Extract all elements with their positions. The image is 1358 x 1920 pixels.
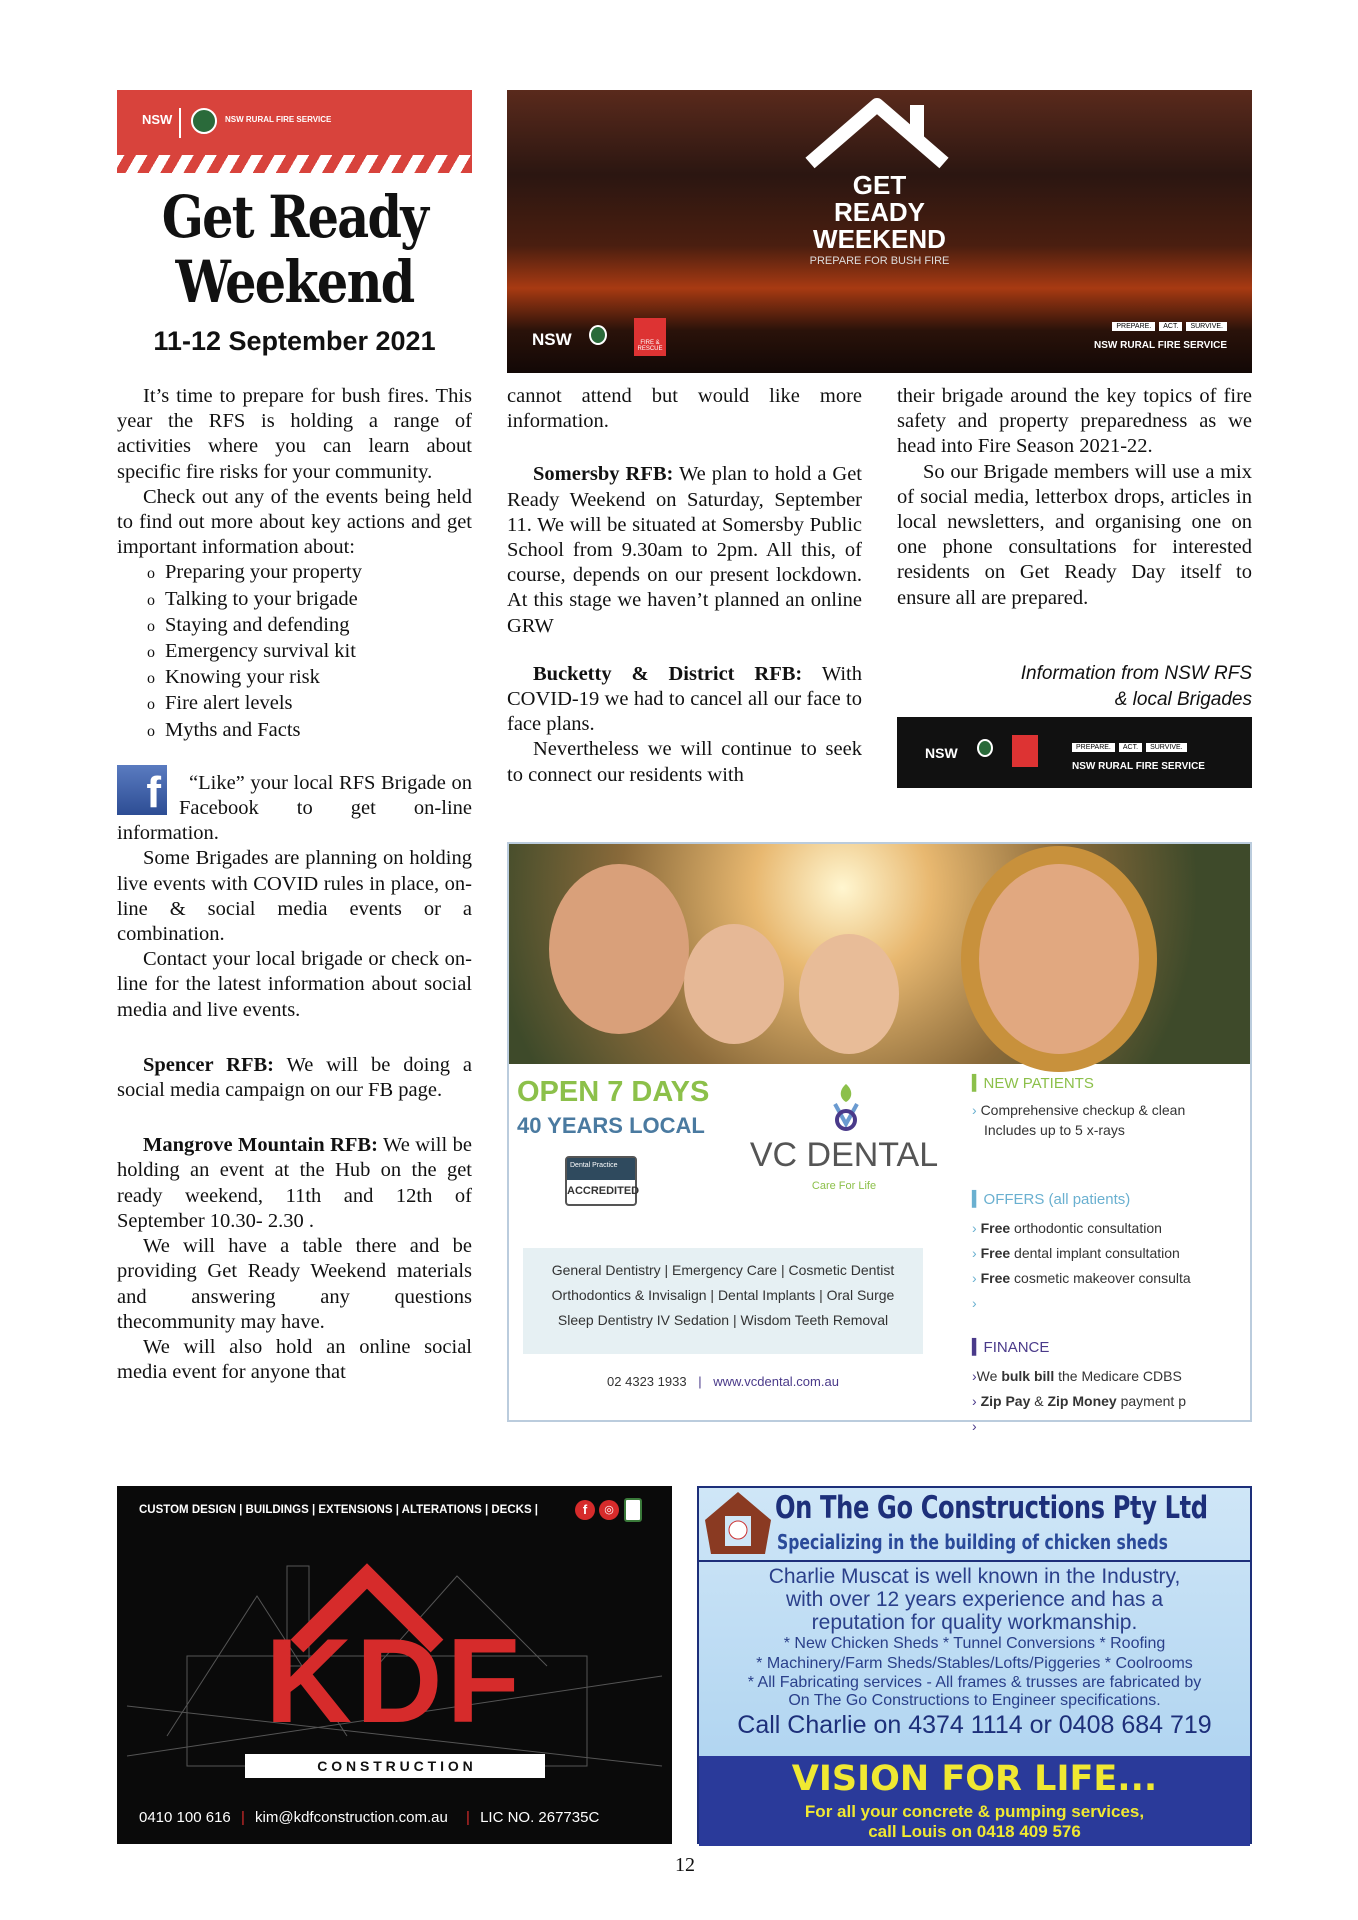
face bbox=[799, 934, 899, 1054]
banner-line2: READY bbox=[833, 197, 925, 227]
offers-heading: OFFERS (all patients) bbox=[983, 1191, 1131, 1208]
kdf-construction-ad: CUSTOM DESIGN | BUILDINGS | EXTENSIONS | ALTERATIONS | DECKS | f ◎ KDF C O N S T R U C T I O N 0410 100 616 | kim@kdfconstruction.com.au | LIC NO. 267735C bbox=[117, 1486, 672, 1844]
face bbox=[979, 864, 1139, 1054]
paragraph: Some Brigades are planning on holding live events with COVID rules in place, on-line & social media events or a combination. bbox=[117, 847, 472, 946]
paragraph: Check out any of the events being held to find out more about key actions and get important information about: bbox=[117, 485, 472, 559]
offer-free: Free bbox=[980, 1245, 1011, 1261]
list-item: o Staying and defending bbox=[147, 613, 472, 639]
rfs-label: NSW RURAL FIRE SERVICE bbox=[1072, 761, 1205, 772]
construction-label: C O N S T R U C T I O N bbox=[245, 1754, 545, 1778]
ad-line: * New Chicken Sheds * Tunnel Conversions * Roofing bbox=[783, 1635, 1166, 1652]
years-local: 40 YEARS LOCAL bbox=[517, 1113, 705, 1138]
fire-rescue-logo bbox=[1012, 735, 1038, 767]
list-item: o Knowing your risk bbox=[147, 665, 472, 691]
banner-line1: GET bbox=[852, 170, 907, 200]
paragraph: cannot attend but would like more information. bbox=[507, 385, 862, 433]
facebook-icon[interactable]: f bbox=[117, 765, 167, 815]
page-title: Get Ready bbox=[161, 183, 428, 251]
article-column-3 bbox=[897, 384, 1252, 611]
list-item: o Talking to your brigade bbox=[147, 587, 472, 613]
prepare-tag: PREPARE. bbox=[1112, 322, 1155, 331]
ad-line: * All Fabricating services - All frames & trusses are fabricated by bbox=[747, 1674, 1202, 1691]
face bbox=[684, 924, 784, 1044]
survive-tag: SURVIVE. bbox=[1186, 322, 1227, 331]
new-patients-heading: NEW PATIENTS bbox=[983, 1075, 1094, 1092]
service-line: Orthodontics & Invisalign | Dental Implants | Oral Surge bbox=[551, 1287, 895, 1303]
act-tag: ACT. bbox=[1159, 322, 1182, 331]
paragraph: We will be holding an event at the Hub on the get ready weekend, 11th and 12th of September 10.30- 2.30 . bbox=[117, 1134, 472, 1232]
fire-rescue-logo: FIRE & RESCUE bbox=[634, 318, 666, 356]
divider bbox=[699, 1560, 1250, 1562]
paragraph: So our Brigade members will use a mix of social media, letterbox drops, articles in local newsletters, and organising one on one phone consultations for interested residents on Get Ready Day itself to ensure all are prepared. bbox=[897, 460, 1252, 609]
services-line: CUSTOM DESIGN | BUILDINGS | EXTENSIONS | ALTERATIONS | DECKS | bbox=[139, 1504, 539, 1516]
nsw-logo: NSW bbox=[925, 745, 958, 761]
prepare-tag: PREPARE. bbox=[1072, 743, 1115, 752]
divider: | bbox=[698, 1374, 702, 1389]
family-photo bbox=[509, 844, 1250, 1064]
rfs-label: NSW RURAL FIRE SERVICE bbox=[225, 115, 332, 124]
finance-heading: FINANCE bbox=[983, 1339, 1050, 1356]
rfs-crest-icon bbox=[977, 739, 993, 757]
list-item: o Fire alert levels bbox=[147, 691, 472, 717]
nsw-logo: NSW bbox=[532, 330, 572, 349]
vision-title: VISION FOR LIFE... bbox=[791, 1759, 1158, 1799]
list-item: Comprehensive checkup & clean bbox=[980, 1102, 1186, 1118]
divider bbox=[179, 108, 181, 138]
facebook-icon[interactable]: f bbox=[575, 1500, 595, 1520]
website-link[interactable]: www.vcdental.com.au bbox=[713, 1374, 839, 1389]
survive-tag: SURVIVE. bbox=[1146, 743, 1187, 752]
rfs-logo-strip bbox=[897, 717, 1252, 788]
rfs-header-bar bbox=[117, 90, 472, 173]
services-box bbox=[523, 1248, 923, 1354]
chicken-shed-icon bbox=[703, 1490, 773, 1556]
paragraph: Contact your local brigade or check on-line for the latest information about social media and live events. bbox=[117, 948, 472, 1021]
open-7-days: OPEN 7 DAYS bbox=[517, 1076, 710, 1108]
paragraph: It’s time to prepare for bush fires. This year the RFS is holding a range of activities where you can learn about specific fire risks for your community. bbox=[117, 385, 472, 483]
attribution-line2: & local Brigades bbox=[1114, 689, 1252, 710]
brigade-heading: Mangrove Mountain RFB: bbox=[143, 1134, 378, 1157]
list-item: o Preparing your property bbox=[147, 560, 472, 586]
hazard-stripes bbox=[117, 155, 472, 173]
list-item: cosmetic makeover consulta bbox=[1010, 1270, 1191, 1286]
paragraph: We will be doing a social media campaign on our FB page. bbox=[117, 1053, 472, 1102]
text: Zip Money bbox=[1047, 1393, 1117, 1409]
article-column-1 bbox=[117, 384, 472, 1385]
list-item: o Myths and Facts bbox=[147, 718, 472, 744]
face bbox=[549, 864, 689, 1034]
rfs-crest-icon bbox=[589, 325, 607, 345]
text: Zip Pay bbox=[980, 1393, 1031, 1409]
list-item: dental implant consultation bbox=[1010, 1245, 1180, 1261]
paragraph: We plan to hold a Get Ready Weekend on Saturday, September 11. We will be situated at Somersby Public School from 9.30am to 2pm. All this, of course, depends on our present lockdown. At this stage we haven’t planned an online GRW bbox=[507, 463, 862, 637]
paragraph: We will have a table there and be providing Get Ready Weekend materials and answering any questions thecommunity may have. bbox=[117, 1235, 472, 1333]
attribution bbox=[897, 661, 1252, 713]
email-link[interactable]: kim@kdfconstruction.com.au bbox=[255, 1809, 448, 1826]
brigade-heading: Spencer RFB: bbox=[143, 1053, 274, 1076]
license-number: LIC NO. 267735C bbox=[480, 1809, 600, 1826]
paragraph: With COVID-19 we had to cancel all our face to face plans. bbox=[507, 662, 862, 736]
offer-free: Free bbox=[980, 1270, 1011, 1286]
phone: 0410 100 616 bbox=[139, 1809, 231, 1826]
accredited-badge bbox=[565, 1156, 640, 1206]
offer-free: Free bbox=[980, 1220, 1011, 1236]
house-roof-icon bbox=[802, 95, 952, 170]
list-item: orthodontic consultation bbox=[1010, 1220, 1162, 1236]
paragraph: We will also hold an online social media event for anyone that bbox=[117, 1335, 472, 1384]
page-title-line2: Weekend bbox=[175, 248, 414, 316]
article-column-2 bbox=[507, 384, 862, 788]
nsw-logo: NSW bbox=[142, 112, 173, 127]
brand-name: VC DENTAL bbox=[749, 1136, 939, 1174]
list-item: o Emergency survival kit bbox=[147, 639, 472, 665]
event-date: 11-12 September 2021 bbox=[153, 326, 436, 356]
text: the Medicare CDBS bbox=[1054, 1368, 1182, 1384]
ad-line: Charlie Muscat is well known in the Industry, bbox=[768, 1565, 1181, 1588]
vision-line: call Louis on 0418 409 576 bbox=[868, 1822, 1081, 1841]
service-line: Sleep Dentistry IV Sedation | Wisdom Teeth Removal bbox=[557, 1312, 889, 1328]
vision-for-life-banner bbox=[699, 1756, 1250, 1846]
banner-tagline: PREPARE FOR BUSH FIRE bbox=[809, 255, 950, 267]
ad-line: reputation for quality workmanship. bbox=[811, 1611, 1138, 1634]
ad-line: On The Go Constructions to Engineer specifications. bbox=[788, 1692, 1161, 1709]
paragraph: their brigade around the key topics of fire safety and property preparedness as we head into Fire Season 2021-22. bbox=[897, 385, 1252, 458]
instagram-icon[interactable]: ◎ bbox=[599, 1500, 619, 1520]
list-item: Includes up to 5 x-rays bbox=[984, 1122, 1125, 1138]
hia-badge-icon bbox=[624, 1498, 642, 1522]
vc-dental-logo-icon bbox=[831, 1080, 861, 1132]
brigade-heading: Somersby RFB: bbox=[533, 463, 674, 486]
service-line: General Dentistry | Emergency Care | Cosmetic Dentist bbox=[551, 1262, 895, 1278]
vision-line: For all your concrete & pumping services, bbox=[804, 1802, 1145, 1821]
rfs-label: NSW RURAL FIRE SERVICE bbox=[1094, 340, 1227, 351]
on-the-go-constructions-ad bbox=[697, 1486, 1252, 1844]
company-name: On The Go Constructions Pty Ltd bbox=[775, 1490, 1208, 1526]
text: payment p bbox=[1116, 1393, 1186, 1409]
paragraph: Nevertheless we will continue to seek to connect our residents with bbox=[507, 738, 862, 786]
slogan: Care For Life bbox=[811, 1180, 877, 1192]
get-ready-banner bbox=[507, 90, 1252, 373]
text: We bbox=[976, 1368, 1002, 1384]
call-line: Call Charlie on 4374 1114 or 0408 684 719 bbox=[737, 1711, 1212, 1739]
page-number: 12 bbox=[675, 1854, 695, 1876]
text: bulk bill bbox=[1001, 1368, 1055, 1384]
phone: 02 4323 1933 bbox=[607, 1374, 687, 1389]
banner-line3: WEEKEND bbox=[813, 224, 946, 254]
text: & bbox=[1030, 1393, 1048, 1409]
badge-top: Dental Practice bbox=[567, 1158, 635, 1180]
badge-label: ACCREDITED bbox=[567, 1185, 640, 1197]
vc-dental-ad: OPEN 7 DAYS 40 YEARS LOCAL Dental Practice ACCREDITED VC DENTAL Care For Life General Dentistry | Emergency Care | Cosmetic Dentist Orthodontics & Invisalign | Dental Implants | Oral Surge Sleep Dentistry IV Sedation | Wisdom Teeth Removal 02 4323 1933 | www.vcdental.com.au ▍NEW PATIENTS › Comprehensive checkup & clean Includes up to 5 x-rays ▍OFFERS (all patients) › Free orthodontic consultation › Free dental implant consultation › Free cosmetic makeover consulta › ▍FINANCE ›We bulk bill the Medicare CDBS › Zip Pay & Zip Money payment p › bbox=[507, 842, 1252, 1422]
ad-line: with over 12 years experience and has a bbox=[785, 1588, 1164, 1611]
kdf-logo: KDF bbox=[265, 1614, 524, 1748]
topics-list bbox=[117, 560, 472, 743]
act-tag: ACT. bbox=[1119, 743, 1142, 752]
rfs-crest-icon bbox=[191, 108, 217, 134]
brigade-heading: Bucketty & District RFB: bbox=[533, 662, 803, 685]
facebook-paragraph: “Like” your local RFS Brigade on Facebook to get on-line information. bbox=[117, 771, 472, 845]
attribution-line1: Information from NSW RFS bbox=[1020, 663, 1252, 684]
ad-line: * Machinery/Farm Sheds/Stables/Lofts/Piggeries * Coolrooms bbox=[756, 1655, 1193, 1672]
company-tagline: Specializing in the building of chicken sheds bbox=[777, 1530, 1168, 1554]
